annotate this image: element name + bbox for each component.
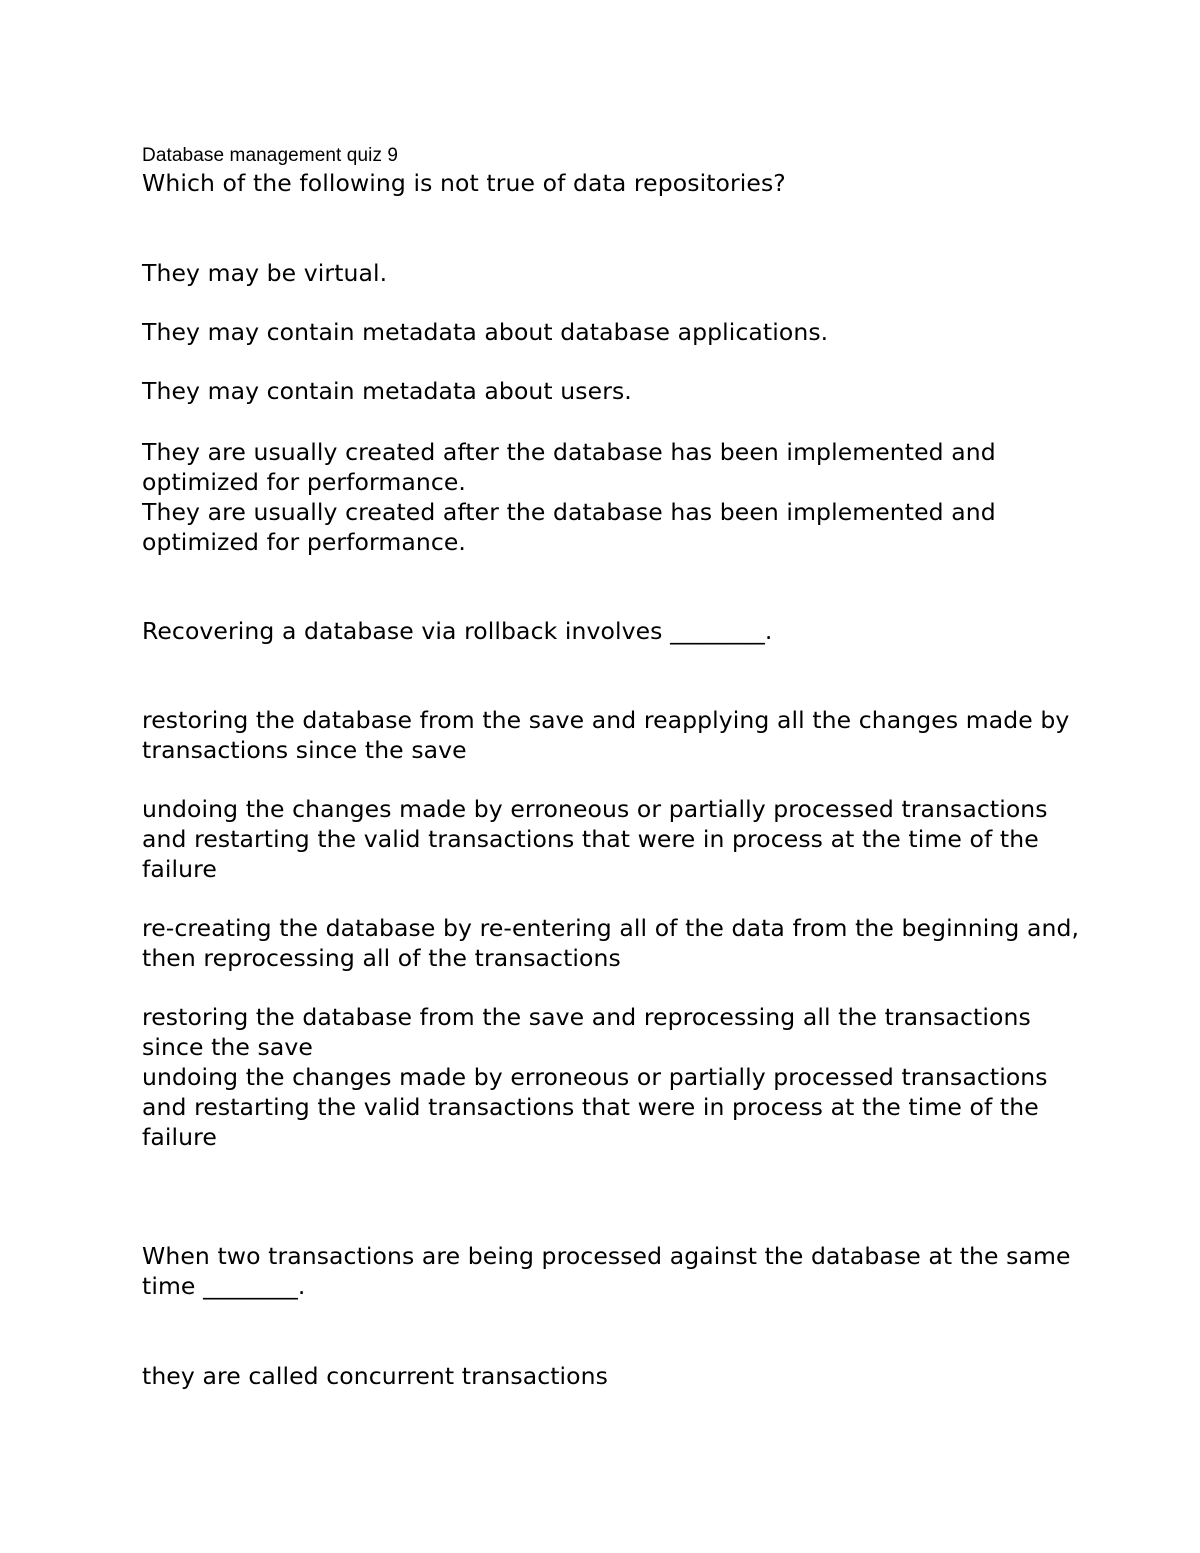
question-3-option-1: they are called concurrent transactions [142, 1362, 608, 1390]
question-1-option-4: They are usually created after the database has been implemented and optimized for performance. [142, 438, 996, 496]
question-1-option-3: They may contain metadata about users. [142, 377, 632, 405]
document-title: Database management quiz 9 [142, 145, 399, 166]
question-2-prompt: Recovering a database via rollback involves ________. [142, 617, 773, 645]
question-1-prompt: Which of the following is not true of data repositories? [142, 169, 786, 197]
question-1-option-1: They may be virtual. [142, 259, 388, 287]
question-1 [142, 168, 1082, 557]
question-3 [142, 1241, 1082, 1391]
question-2-option-4: restoring the database from the save and reprocessing all the transactions since the save [142, 1003, 1031, 1061]
question-2-option-2: undoing the changes made by erroneous or partially processed transactions and restarting the valid transactions that were in process at the time of the failure [142, 795, 1048, 883]
question-2 [142, 616, 1082, 1152]
question-3-prompt: When two transactions are being processed against the database at the same time ________. [142, 1242, 1071, 1300]
question-2-option-1: restoring the database from the save and reapplying all the changes made by transactions since the save [142, 706, 1070, 764]
question-2-option-3: re-creating the database by re-entering all of the data from the beginning and, then reprocessing all of the transactions [142, 914, 1080, 972]
question-1-option-2: They may contain metadata about database applications. [142, 318, 829, 346]
question-2-answer: undoing the changes made by erroneous or partially processed transactions and restarting the valid transactions that were in process at the time of the failure [142, 1063, 1048, 1151]
question-1-answer: They are usually created after the database has been implemented and optimized for performance. [142, 498, 996, 556]
document-content [142, 144, 1082, 1391]
